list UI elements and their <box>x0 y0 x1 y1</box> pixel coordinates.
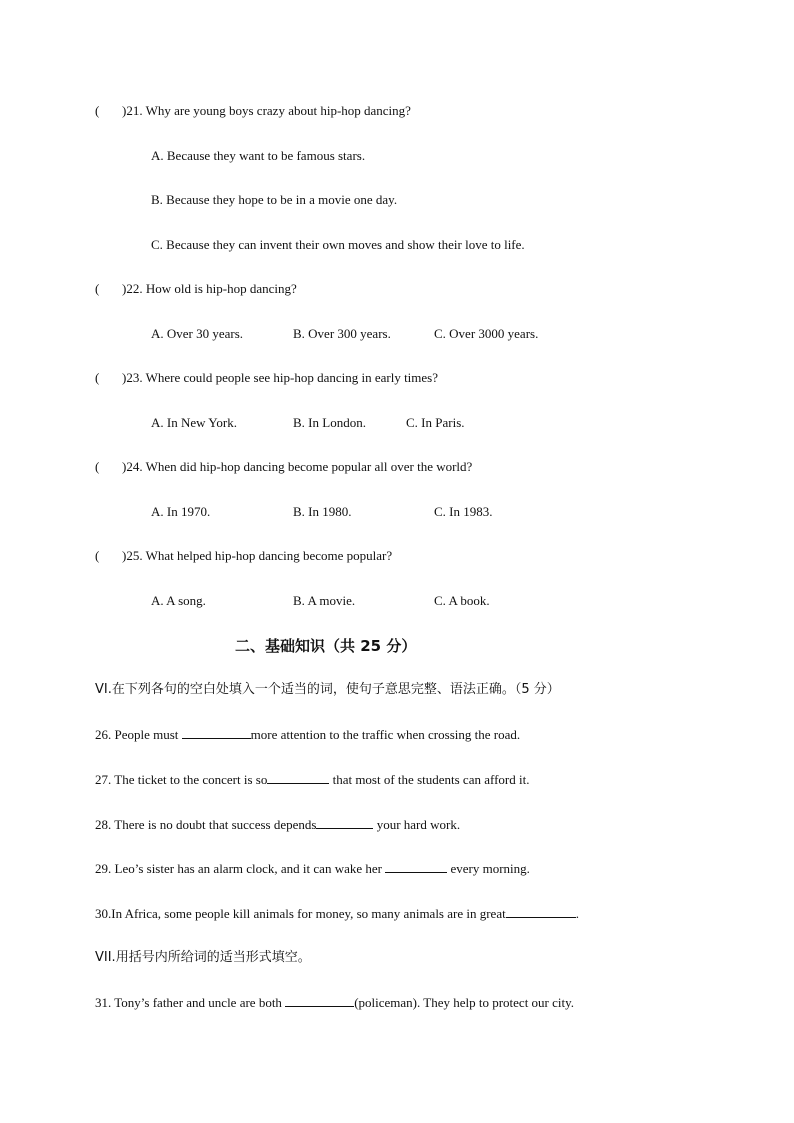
option-a: A. In 1970. <box>151 504 211 519</box>
option-a: A. In New York. <box>151 415 237 430</box>
option-a: A. Because they want to be famous stars. <box>151 148 366 163</box>
part-vi-heading: VI.在下列各句的空白处填入一个适当的词，使句子意思完整、语法正确。（5 分） <box>95 682 560 697</box>
fill-item-28: 28. There is no doubt that success depends your hard work. <box>95 817 461 832</box>
question-23: ( )23. Where could people see hip-hop dancing in early times? <box>95 370 439 385</box>
question-21: ( )21. Why are young boys crazy about hip-hop dancing? <box>95 103 411 118</box>
question-text: 25. What helped hip-hop dancing become popular? <box>126 548 393 563</box>
answer-blank[interactable] <box>267 771 329 784</box>
option-c: C. Over 3000 years. <box>434 326 539 341</box>
answer-bracket[interactable]: ( <box>95 281 100 296</box>
fill-item-26: 26. People must more attention to the traffic when crossing the road. <box>95 727 521 742</box>
option-c: C. In 1983. <box>434 504 493 519</box>
answer-blank[interactable] <box>316 816 373 829</box>
answer-blank[interactable] <box>182 726 251 739</box>
option-a: A. A song. <box>151 593 206 608</box>
question-24: ( )24. When did hip-hop dancing become popular all over the world? <box>95 459 473 474</box>
answer-bracket[interactable]: ( <box>95 103 100 118</box>
answer-blank[interactable] <box>506 905 576 918</box>
option-a: A. Over 30 years. <box>151 326 244 341</box>
question-text: 22. How old is hip-hop dancing? <box>126 281 297 296</box>
option-b: B. In 1980. <box>293 504 352 519</box>
section-title: 二、基础知识（共 25 分） <box>235 637 417 655</box>
question-text: 24. When did hip-hop dancing become popular all over the world? <box>126 459 473 474</box>
fill-item-27: 27. The ticket to the concert is so that most of the students can afford it. <box>95 772 530 787</box>
question-25: ( )25. What helped hip-hop dancing become popular? <box>95 548 393 563</box>
option-c: C. In Paris. <box>406 415 465 430</box>
answer-bracket[interactable]: ( <box>95 370 100 385</box>
fill-item-30: 30.In Africa, some people kill animals for money, so many animals are in great . <box>95 906 579 921</box>
question-22: ( )22. How old is hip-hop dancing? <box>95 281 297 296</box>
fill-item-31: 31. Tony’s father and uncle are both (policeman). They help to protect our city. <box>95 995 575 1010</box>
option-c: C. A book. <box>434 593 490 608</box>
question-text: 23. Where could people see hip-hop dancing in early times? <box>126 370 439 385</box>
answer-blank[interactable] <box>285 994 354 1007</box>
fill-item-29: 29. Leo’s sister has an alarm clock, and it can wake her every morning. <box>95 861 530 876</box>
option-b: B. Over 300 years. <box>293 326 391 341</box>
answer-bracket[interactable]: ( <box>95 459 100 474</box>
option-b: B. A movie. <box>293 593 356 608</box>
answer-bracket[interactable]: ( <box>95 548 100 563</box>
option-c: C. Because they can invent their own moves and show their love to life. <box>151 237 525 252</box>
option-b: B. Because they hope to be in a movie one day. <box>151 192 398 207</box>
answer-blank[interactable] <box>385 860 447 873</box>
part-vii-heading: VII.用括号内所给词的适当形式填空。 <box>95 950 311 965</box>
option-b: B. In London. <box>293 415 366 430</box>
question-text: 21. Why are young boys crazy about hip-hop dancing? <box>126 103 411 118</box>
